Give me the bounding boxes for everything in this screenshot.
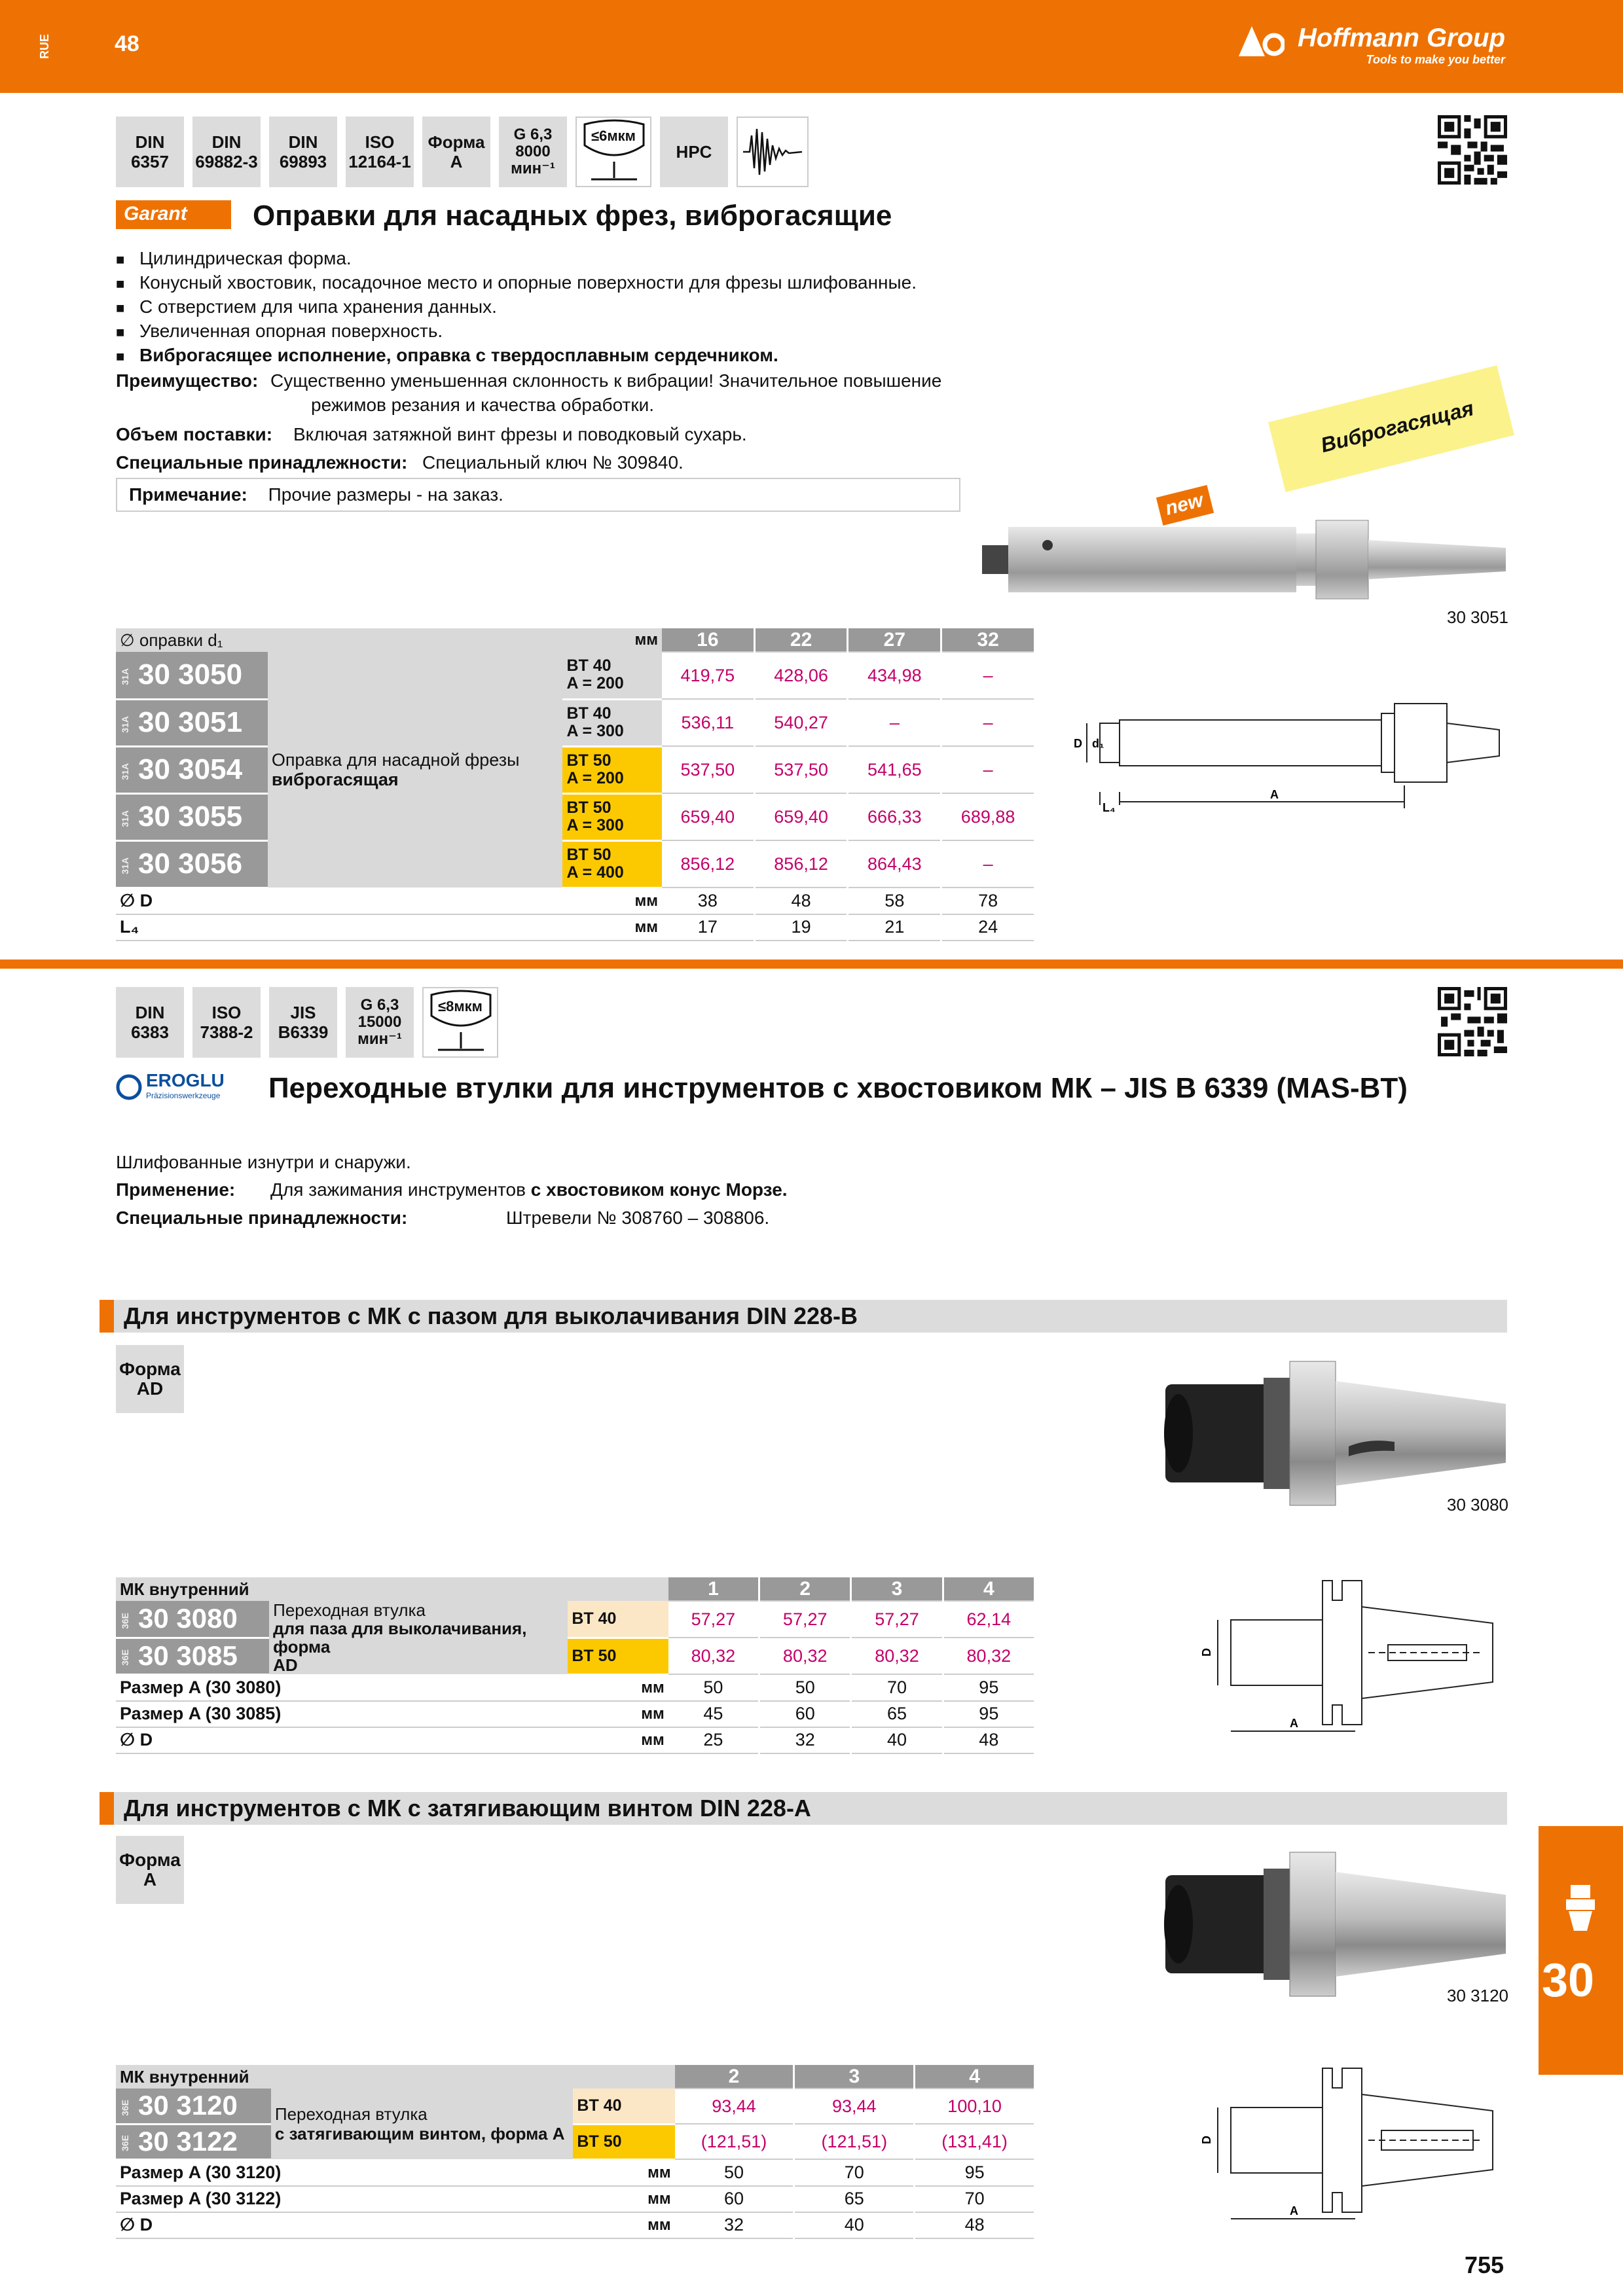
price: 689,88 [941,793,1035,840]
price: – [941,652,1035,699]
value: 21 [848,914,941,941]
arbor-drawing [1074,700,1506,818]
note-box: Примечание: Прочие размеры - на заказ. [116,478,960,512]
value: 45 [668,1701,759,1727]
price: 419,75 [662,652,754,699]
unit: мм [562,888,661,914]
bullet-3: ■ С отверстием для чипа хранения данных. [116,295,497,320]
price: 93,44 [675,2089,794,2124]
row-label: Размер A (30 3085) [116,1701,568,1727]
scope-label: Объем поставки: [116,424,273,444]
bullet-4: ■ Увеличенная опорная поверхность. [116,319,443,344]
price: 80,32 [668,1638,759,1674]
svg-text:A: A [1290,1717,1298,1730]
image-label-303080: 30 3080 [1447,1495,1508,1515]
value: 24 [941,914,1035,941]
price: 864,43 [848,840,941,888]
col-16: 16 [662,628,754,652]
value: 70 [851,1674,943,1701]
toolholder-icon [1561,1885,1600,1931]
scope-text: Включая затяжной винт фрезы и поводковый сухарь. [293,424,747,444]
value: 95 [943,1674,1034,1701]
badge-vibration [737,117,809,187]
col-3: 3 [851,1577,943,1601]
price: 428,06 [754,652,848,699]
subsection-bar-a: Для инструментов с МК с пазом для выколачивания DIN 228-B [100,1300,1507,1333]
brand-name: Hoffmann Group [1297,24,1505,52]
value: 40 [794,2212,915,2238]
table-adapter-a [116,2065,1036,2239]
article-303085: 36E 30 3085 [116,1638,269,1674]
article-303051: 31A 30 3051 [116,699,268,746]
value: 25 [668,1727,759,1753]
col-2: 2 [675,2065,794,2089]
badge-hpc: HPC [660,117,728,187]
unit: мм [568,1674,668,1701]
value: 50 [675,2159,794,2186]
badge-din-6357: DIN 6357 [116,117,184,187]
row-label: Размер A (30 3080) [116,1674,568,1701]
value: 19 [754,914,848,941]
value: 50 [759,1674,851,1701]
col-2: 2 [759,1577,851,1601]
eroglu-logo: EROGLU Präzisionswerkzeuge [116,1070,253,1104]
value: 48 [754,888,848,914]
price: 666,33 [848,793,941,840]
value: 48 [915,2212,1035,2238]
col-3: 3 [794,2065,915,2089]
brand [1298,24,1505,67]
variant: BT 50 [568,1638,668,1674]
row-label: Размер A (30 3122) [116,2186,573,2212]
price: 540,27 [754,699,848,746]
application-text: Для зажимания инструментов с хвостовиком конус Морзе. [270,1179,788,1200]
article-303080: 36E 30 3080 [116,1601,269,1638]
bullet-2: ■ Конусный хвостовик, посадочное место и опорные поверхности для фрезы шлифованные. [116,270,917,296]
advantage-text-1: Существенно уменьшенная склонность к вибрации! Значительное повышение [270,370,942,391]
image-label-303120: 30 3120 [1447,1986,1508,2005]
forma-a: Форма A [116,1836,184,1904]
price: 57,27 [851,1601,943,1638]
table-adapter-ad [116,1577,1036,1754]
forma-ad: Форма AD [116,1345,184,1413]
value: 95 [943,1701,1034,1727]
unit: мм [634,631,658,649]
description: Оправка для насадной фрезы виброгасящая [268,652,563,888]
value: 50 [668,1674,759,1701]
unit: мм [568,1727,668,1753]
col-32: 32 [941,628,1035,652]
row-label: ∅ D [116,2212,573,2238]
chapter-number: 30 [1542,1954,1595,2007]
variant: BT 40 A = 200 [562,652,661,699]
unit: мм [573,2186,674,2212]
sticker-badge: Виброгасящая [1268,365,1514,492]
advantage-label: Преимущество: [116,370,259,391]
badge-runout: ≤6мкм [575,117,651,187]
price: 537,50 [754,746,848,793]
bullet-1: ■ Цилиндрическая форма. [116,246,352,272]
badge-iso-7388: ISO 7388-2 [192,987,261,1058]
col-4: 4 [915,2065,1035,2089]
row-label: Размер A (30 3120) [116,2159,573,2186]
variant: BT 50 A = 300 [562,793,661,840]
article-303122: 36E 30 3122 [116,2124,271,2159]
price: 434,98 [848,652,941,699]
value: 32 [675,2212,794,2238]
col-1: 1 [668,1577,759,1601]
intro-text: Шлифованные изнутри и снаружи. [116,1152,411,1172]
value: 95 [915,2159,1035,2186]
price: 541,65 [848,746,941,793]
price: 80,32 [943,1638,1034,1674]
value: 65 [794,2186,915,2212]
badge-balance-2: G 6,3 15000 мин⁻¹ [346,987,414,1058]
price: – [941,699,1035,746]
section-separator [0,960,1623,969]
application-label: Применение: [116,1179,236,1200]
price: 80,32 [851,1638,943,1674]
price: 80,32 [759,1638,851,1674]
page-number-bottom: 755 [1465,2251,1504,2278]
subsection-bar-b: Для инструментов с МК с затягивающим винтом DIN 228-A [100,1792,1507,1825]
row-label-l4: L₄ [116,914,562,941]
price: 659,40 [754,793,848,840]
price: 537,50 [662,746,754,793]
accessories-text-2: Штревели № 308760 – 308806. [506,1208,770,1228]
variant: BT 50 A = 400 [562,840,661,888]
svg-text:A: A [1290,2204,1298,2217]
value: 40 [851,1727,943,1753]
badge-forma-a: Форма A [422,117,490,187]
new-tag: new [1156,485,1214,526]
badge-din-69893: DIN 69893 [269,117,337,187]
garant-logo: Garant [116,200,231,229]
badge-din-6383: DIN 6383 [116,987,184,1058]
bullet-5: ■ Виброгасящее исполнение, оправка с твердосплавным сердечником. [116,343,778,368]
article-303056: 31A 30 3056 [116,840,268,888]
page-number-top: 48 [115,31,139,56]
price: 536,11 [662,699,754,746]
row-label-d: ∅ D [116,888,562,914]
accessories-label-2: Специальные принадлежности: [116,1208,408,1228]
price: 659,40 [662,793,754,840]
section1-title: Оправки для насадных фрез, виброгасящие [253,200,892,232]
svg-text:D: D [1074,737,1082,750]
value: 60 [759,1701,851,1727]
variant: BT 50 [573,2124,674,2159]
value: 60 [675,2186,794,2212]
svg-text:d₁: d₁ [1092,737,1104,750]
value: 65 [851,1701,943,1727]
variant: BT 40 A = 300 [562,699,661,746]
value: 70 [915,2186,1035,2212]
brand-tagline: Tools to make you better [1366,53,1505,66]
unit: мм [573,2159,674,2186]
image-label-303051: 30 3051 [1447,607,1508,627]
badge-jis-b6339: JIS B6339 [269,987,337,1058]
unit: мм [568,1701,668,1727]
variant: BT 40 [568,1601,668,1638]
value: 78 [941,888,1035,914]
price: – [848,699,941,746]
col-label: МК внутренний [116,1577,668,1601]
arbor-image [982,507,1512,612]
price: (121,51) [794,2124,915,2159]
chapter-tab [1539,1826,1623,2075]
lang-code: RUE [38,34,51,60]
value: 70 [794,2159,915,2186]
qr-code-icon [1438,115,1507,185]
adapter-ad-image [1159,1358,1512,1515]
col-label: ∅ оправки d₁ [120,630,223,650]
adapter-a-image [1159,1849,1512,2006]
price: 100,10 [915,2089,1035,2124]
price: – [941,840,1035,888]
price: (131,41) [915,2124,1035,2159]
value: 58 [848,888,941,914]
badge-runout-2: ≤8мкм [422,987,498,1058]
price: (121,51) [675,2124,794,2159]
variant: BT 40 [573,2089,674,2124]
article-303054: 31A 30 3054 [116,746,268,793]
section2-title: Переходные втулки для инструментов с хвостовиком МК – JIS B 6339 (MAS-BT) [268,1072,1408,1104]
svg-text:D: D [1200,1648,1213,1657]
hoffmann-logo-icon [1239,25,1285,58]
article-303120: 36E 30 3120 [116,2089,271,2124]
badge-balance: G 6,3 8000 мин⁻¹ [499,117,567,187]
price: – [941,746,1035,793]
accessories-label: Специальные принадлежности: [116,452,408,473]
accessories-text: Специальный ключ № 309840. [422,452,684,473]
eroglu-logo-icon [116,1074,142,1100]
variant: BT 50 A = 200 [562,746,661,793]
table-arbors [116,628,1036,941]
svg-text:L₄: L₄ [1103,801,1116,814]
price: 93,44 [794,2089,915,2124]
col-27: 27 [848,628,941,652]
value: 38 [662,888,754,914]
svg-text:D: D [1200,2136,1213,2144]
value: 32 [759,1727,851,1753]
row-label: ∅ D [116,1727,568,1753]
vibration-icon [740,122,805,181]
svg-text:A: A [1270,788,1279,801]
col-label: МК внутренний [116,2065,675,2089]
badge-din-69882: DIN 69882-3 [192,117,261,187]
description-a: Переходная втулка с затягивающим винтом, форма A [271,2089,574,2159]
qr-code-icon [1438,987,1507,1056]
adapter-ad-drawing [1192,1568,1506,1744]
value: 17 [662,914,754,941]
adapter-a-drawing [1192,2055,1506,2232]
description-ad: Переходная втулка для паза для выколачивания, форма AD [269,1601,568,1674]
article-303055: 31A 30 3055 [116,793,268,840]
price: 62,14 [943,1601,1034,1638]
price: 57,27 [668,1601,759,1638]
price: 856,12 [754,840,848,888]
badge-iso-12164: ISO 12164-1 [346,117,414,187]
article-303050: 31A 30 3050 [116,652,268,699]
col-4: 4 [943,1577,1034,1601]
unit: мм [562,914,661,941]
col-22: 22 [754,628,848,652]
value: 48 [943,1727,1034,1753]
unit: мм [573,2212,674,2238]
price: 856,12 [662,840,754,888]
price: 57,27 [759,1601,851,1638]
advantage-text-2: режимов резания и качества обработки. [311,395,655,415]
